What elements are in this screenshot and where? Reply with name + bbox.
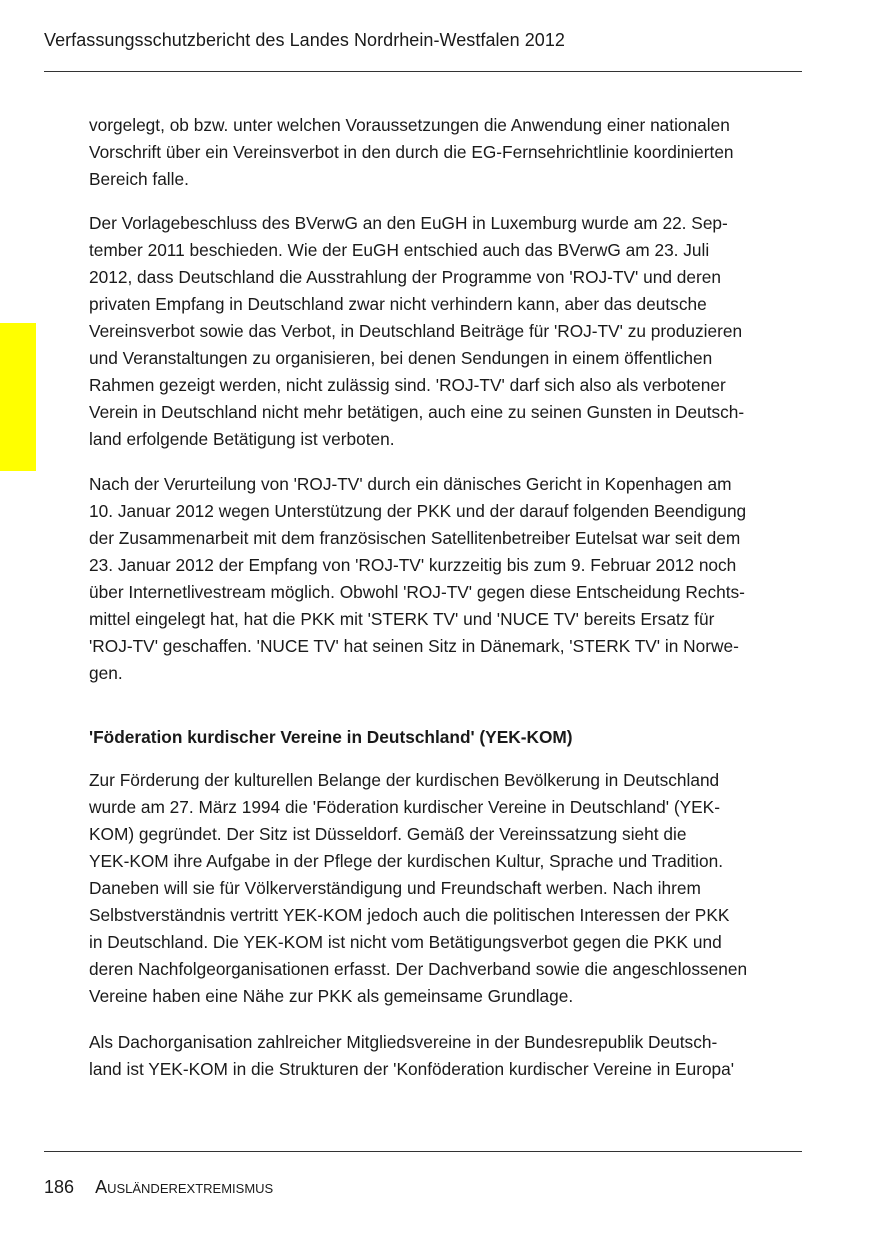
text-line: 23. Januar 2012 der Empfang von 'ROJ-TV' kurzzeitig bis zum 9. Februar 2012 noch	[89, 555, 737, 575]
text-line: der Zusammenarbeit mit dem französischen Satellitenbetreiber Eutelsat war seit dem	[89, 528, 741, 548]
section-title-rest: USLÄNDEREXTREMISMUS	[107, 1181, 274, 1196]
header-divider	[44, 71, 802, 72]
text-line: Rahmen gezeigt werden, nicht zulässig sind. 'ROJ-TV' darf sich also als verbotener	[89, 375, 726, 395]
text-line: Vereine haben eine Nähe zur PKK als gemeinsame Grundlage.	[89, 986, 574, 1006]
text-line: Als Dachorganisation zahlreicher Mitgliedsvereine in der Bundesrepublik Deutsch-	[89, 1032, 718, 1052]
text-line: 'ROJ-TV' geschaffen. 'NUCE TV' hat seinen Sitz in Dänemark, 'STERK TV' in Norwe-	[89, 636, 739, 656]
text-line: vorgelegt, ob bzw. unter welchen Voraussetzungen die Anwendung einer nationalen	[89, 115, 730, 135]
paragraph-1	[89, 112, 802, 193]
page-footer	[44, 1174, 273, 1202]
text-line: Vorschrift über ein Vereinsverbot in den durch die EG-Fernsehrichtlinie koordinierten	[89, 142, 734, 162]
page-number: 186	[44, 1177, 75, 1197]
paragraph-4	[89, 767, 802, 1010]
text-line: Daneben will sie für Völkerverständigung und Freundschaft werben. Nach ihrem	[89, 878, 701, 898]
paragraph-5	[89, 1029, 802, 1083]
text-line: gen.	[89, 663, 123, 683]
text-line: deren Nachfolgeorganisationen erfasst. Der Dachverband sowie die angeschlossenen	[89, 959, 748, 979]
text-line: YEK-KOM ihre Aufgabe in der Pflege der kurdischen Kultur, Sprache und Tradition.	[89, 851, 724, 871]
text-line: über Internetlivestream möglich. Obwohl 'ROJ-TV' gegen diese Entscheidung Rechts-	[89, 582, 745, 602]
text-line: wurde am 27. März 1994 die 'Föderation kurdischer Vereine in Deutschland' (YEK-	[89, 797, 720, 817]
text-line: land erfolgende Betätigung ist verboten.	[89, 429, 395, 449]
paragraph-3	[89, 471, 802, 687]
text-line: in Deutschland. Die YEK-KOM ist nicht vom Betätigungsverbot gegen die PKK und	[89, 932, 722, 952]
text-line: Selbstverständnis vertritt YEK-KOM jedoch auch die politischen Interessen der PKK	[89, 905, 730, 925]
text-line: Bereich falle.	[89, 169, 189, 189]
margin-marker	[0, 323, 36, 471]
text-line: mittel eingelegt hat, hat die PKK mit 'STERK TV' und 'NUCE TV' bereits Ersatz für	[89, 609, 715, 629]
footer-divider	[44, 1151, 802, 1152]
text-line: Nach der Verurteilung von 'ROJ-TV' durch ein dänisches Gericht in Kopenhagen am	[89, 474, 732, 494]
text-line: und Veranstaltungen zu organisieren, bei denen Sendungen in einem öffentlichen	[89, 348, 713, 368]
text-line: KOM) gegründet. Der Sitz ist Düsseldorf. Gemäß der Vereinssatzung sieht die	[89, 824, 687, 844]
text-line: Vereinsverbot sowie das Verbot, in Deutschland Beiträge für 'ROJ-TV' zu produzieren	[89, 321, 743, 341]
text-line: land ist YEK-KOM in die Strukturen der 'Konföderation kurdischer Vereine in Europa'	[89, 1059, 735, 1079]
text-line: 2012, dass Deutschland die Ausstrahlung der Programme von 'ROJ-TV' und deren	[89, 267, 721, 287]
running-header-title: Verfassungsschutzbericht des Landes Nordrhein-Westfalen 2012	[44, 30, 565, 50]
text-line: Verein in Deutschland nicht mehr betätigen, auch eine zu seinen Gunsten in Deutsch-	[89, 402, 745, 422]
section-title	[95, 1174, 273, 1202]
section-title-initial: A	[95, 1177, 108, 1197]
text-line: Der Vorlagebeschluss des BVerwG an den EuGH in Luxemburg wurde am 22. Sep-	[89, 213, 728, 233]
text-line: privaten Empfang in Deutschland zwar nicht verhindern kann, aber das deutsche	[89, 294, 707, 314]
text-line: tember 2011 beschieden. Wie der EuGH entschied auch das BVerwG am 23. Juli	[89, 240, 710, 260]
text-line: Zur Förderung der kulturellen Belange der kurdischen Bevölkerung in Deutschland	[89, 770, 720, 790]
section-heading: 'Föderation kurdischer Vereine in Deutschland' (YEK-KOM)	[89, 727, 573, 747]
text-line: 10. Januar 2012 wegen Unterstützung der PKK und der darauf folgenden Beendigung	[89, 501, 747, 521]
paragraph-2	[89, 210, 802, 453]
